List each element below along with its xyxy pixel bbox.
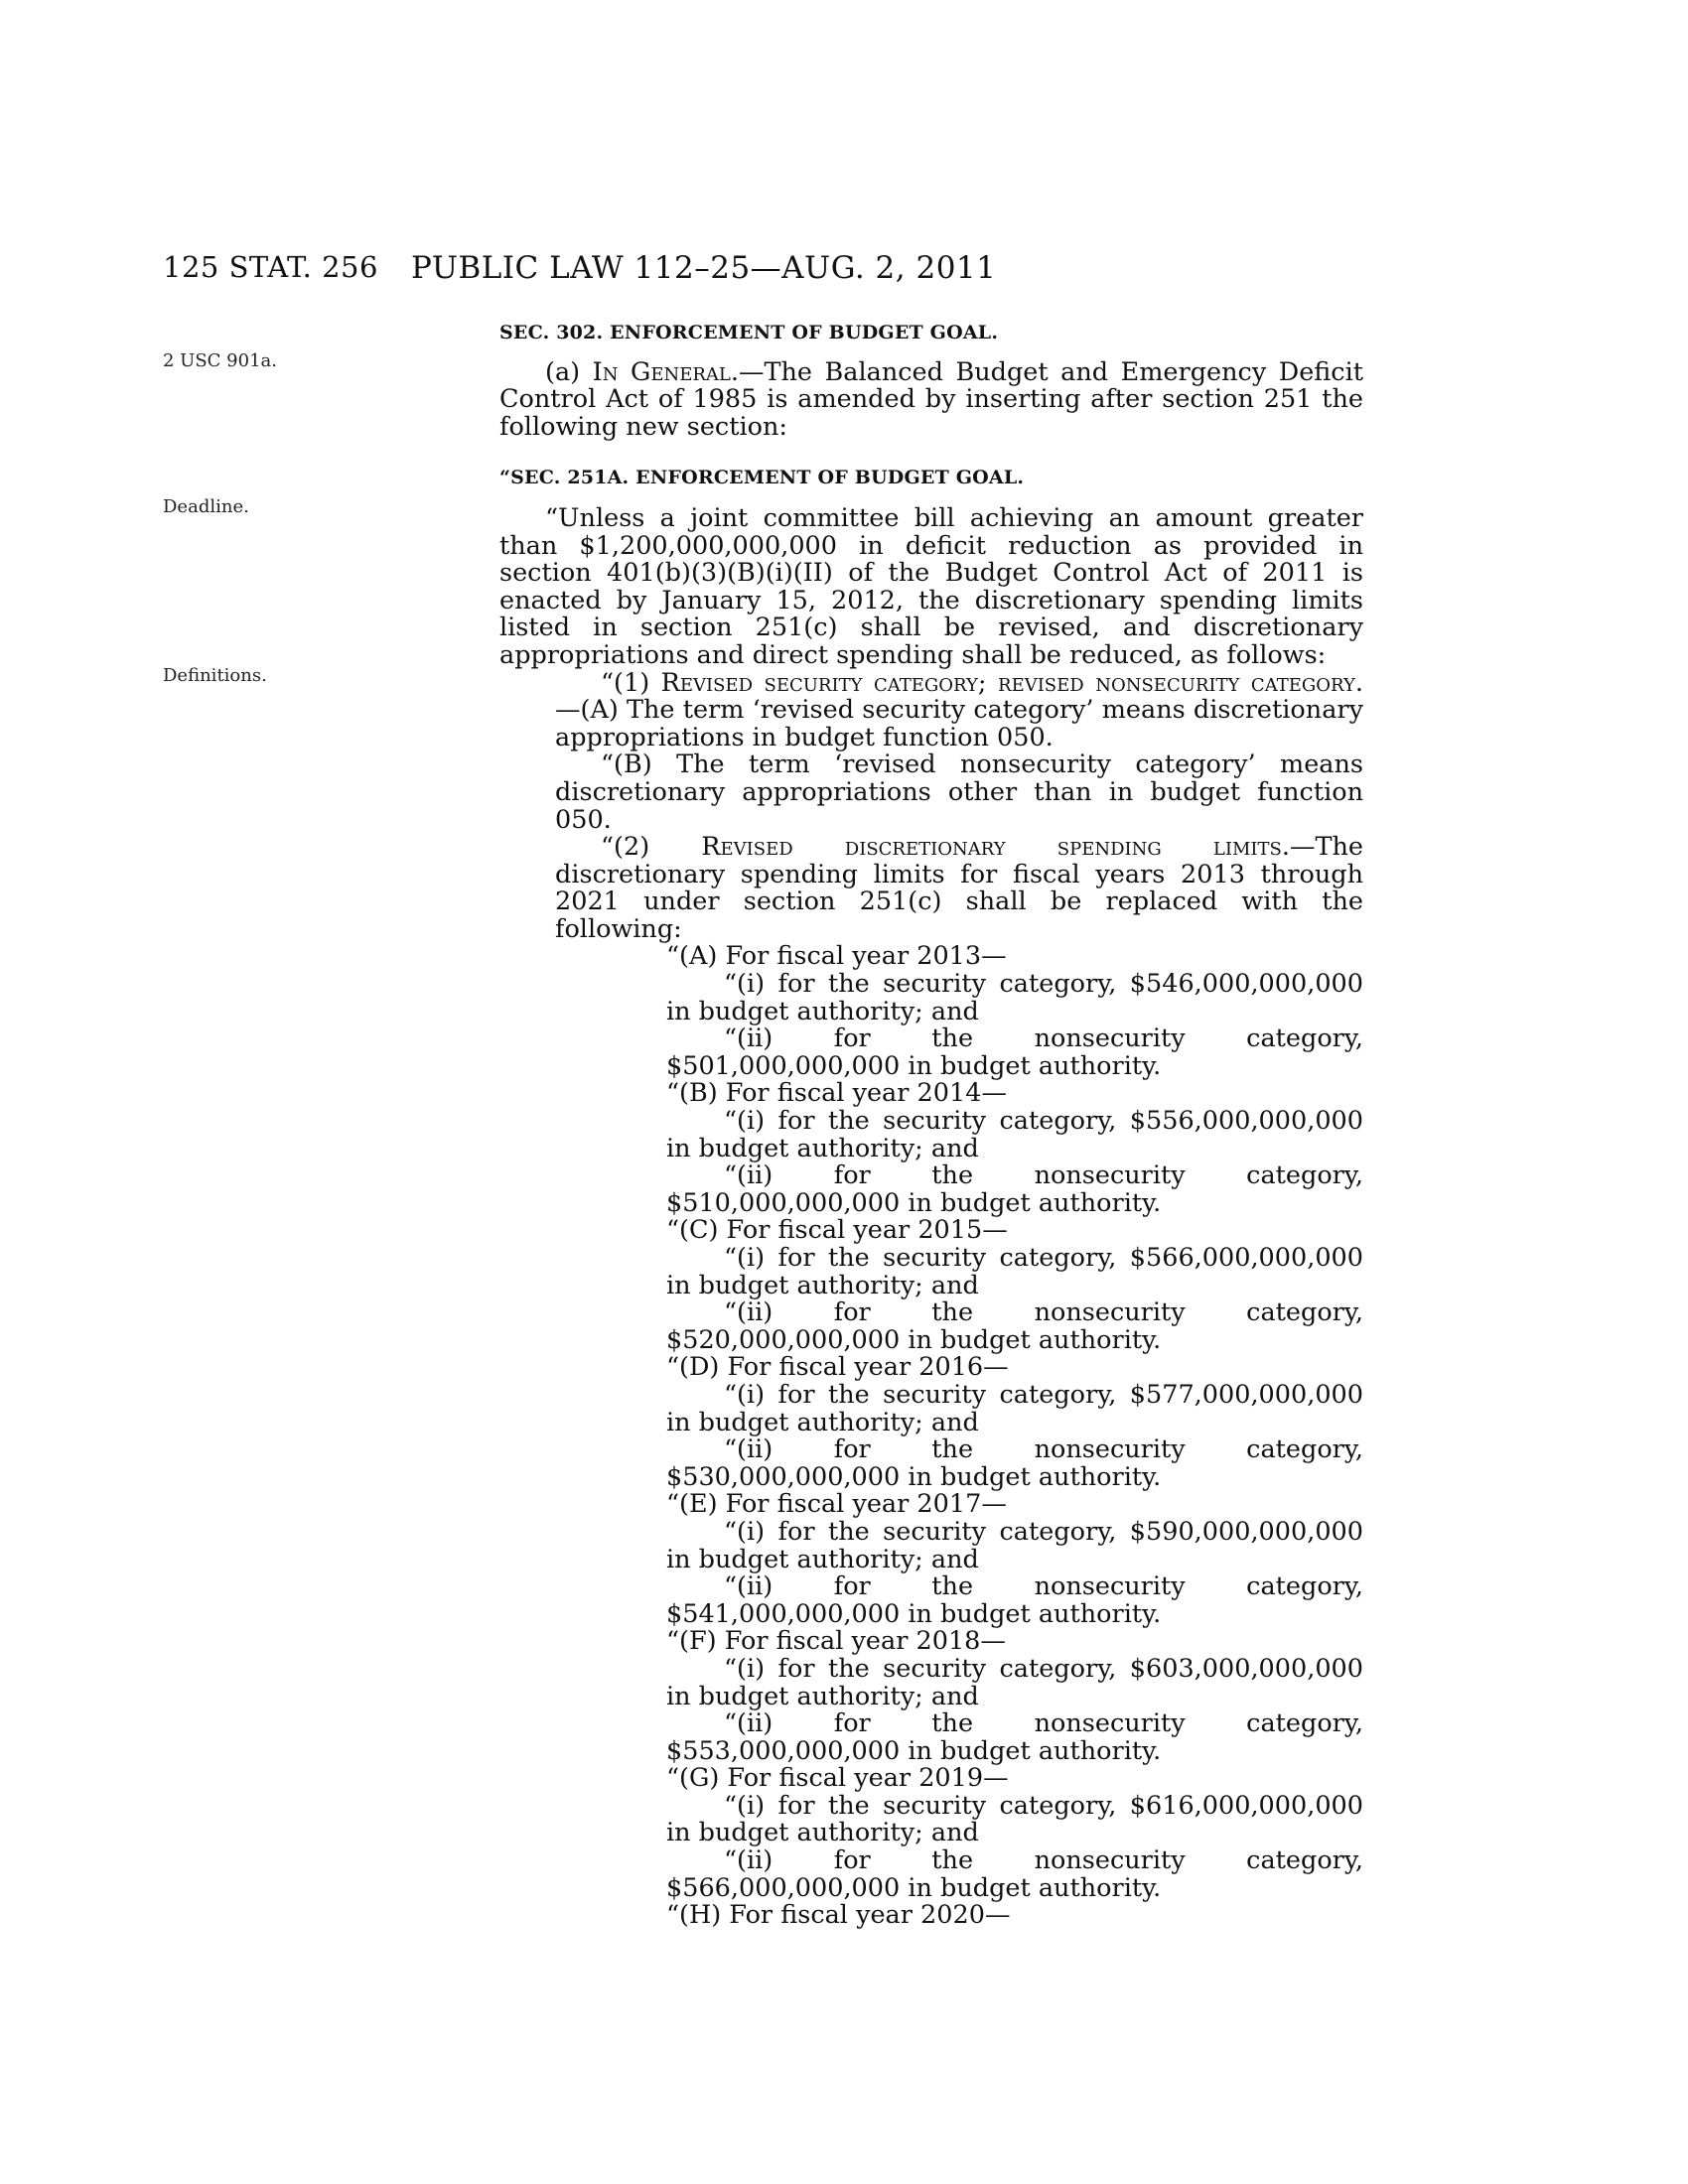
fiscal-year-heading: “(E) For fiscal year 2017—: [666, 1489, 1007, 1520]
subsection-a-text: .—The Balanced Budget and Emergency Deficit Control Act of 1985 is amended by inserting after section 251 the following new section:: [499, 356, 1363, 442]
paragraph-2: [499, 834, 1363, 943]
margin-note-usc: 2 USC 901a.: [163, 350, 277, 371]
paragraph-1-b: “(B) The term ‘revised nonsecurity category’ means discretionary appropriations other than in budget function 050.: [555, 750, 1363, 835]
nonsecurity-category-clause: “(ii) for the nonsecurity category, $501,000,000,000 in budget authority.: [666, 1024, 1363, 1081]
paragraph-2-label: “(2): [601, 832, 702, 863]
paragraph-1-label: “(1): [601, 667, 661, 698]
section-302-subsection-a: [499, 356, 1363, 442]
paragraph-2-text: .—The discretionary spending limits for fiscal years 2013 through 2021 under section 251(c) shall be replaced with the following:: [555, 832, 1363, 944]
subsection-a-caption: In General: [592, 356, 731, 387]
fiscal-year-heading: “(B) For fiscal year 2014—: [666, 1078, 1007, 1109]
section-302-heading: SEC. 302. ENFORCEMENT OF BUDGET GOAL.: [499, 322, 999, 343]
page-header: [163, 250, 1205, 290]
subsection-a-label: (a): [545, 356, 593, 387]
section-251a-heading: “SEC. 251A. ENFORCEMENT OF BUDGET GOAL.: [499, 467, 1025, 489]
fiscal-year-2020-heading: “(H) For fiscal year 2020—: [666, 1900, 1011, 1931]
document-body: [499, 320, 1363, 1930]
paragraph-1-caption: Revised security category; revised nonsecurity category: [660, 667, 1355, 698]
statute-page-number: 125 STAT. 256: [163, 250, 378, 284]
fiscal-year-heading: “(C) For fiscal year 2015—: [666, 1215, 1008, 1246]
security-category-clause: “(i) for the security category, $556,000,000,000 in budget authority; and: [666, 1106, 1363, 1163]
nonsecurity-category-clause: “(ii) for the nonsecurity category, $530,000,000,000 in budget authority.: [666, 1434, 1363, 1492]
security-category-clause: “(i) for the security category, $566,000,000,000 in budget authority; and: [666, 1243, 1363, 1300]
paragraph-1-text: .—(A) The term ‘revised security category’ means discretionary appropriations in budget function 050.: [555, 667, 1363, 752]
margin-note-deadline: Deadline.: [163, 496, 249, 517]
paragraph-2-caption: Revised discretionary spending limits: [701, 832, 1282, 863]
nonsecurity-category-clause: “(ii) for the nonsecurity category, $510,000,000,000 in budget authority.: [666, 1160, 1363, 1218]
fiscal-year-list: [499, 943, 1363, 1902]
security-category-clause: “(i) for the security category, $603,000,000,000 in budget authority; and: [666, 1653, 1363, 1711]
security-category-clause: “(i) for the security category, $546,000,000,000 in budget authority; and: [666, 969, 1363, 1026]
security-category-clause: “(i) for the security category, $616,000,000,000 in budget authority; and: [666, 1790, 1363, 1848]
fiscal-year-heading: “(D) For fiscal year 2016—: [666, 1352, 1009, 1383]
security-category-clause: “(i) for the security category, $577,000,000,000 in budget authority; and: [666, 1379, 1363, 1437]
security-category-clause: “(i) for the security category, $590,000,000,000 in budget authority; and: [666, 1516, 1363, 1574]
fiscal-year-heading: “(A) For fiscal year 2013—: [666, 941, 1007, 972]
public-law-title: PUBLIC LAW 112–25—AUG. 2, 2011: [411, 250, 997, 286]
fiscal-year-heading: “(G) For fiscal year 2019—: [666, 1763, 1009, 1794]
nonsecurity-category-clause: “(ii) for the nonsecurity category, $566,000,000,000 in budget authority.: [666, 1845, 1363, 1903]
paragraph-1: [499, 667, 1363, 752]
fiscal-year-heading: “(F) For fiscal year 2018—: [666, 1626, 1006, 1657]
nonsecurity-category-clause: “(ii) for the nonsecurity category, $553,000,000,000 in budget authority.: [666, 1708, 1363, 1766]
nonsecurity-category-clause: “(ii) for the nonsecurity category, $520,000,000,000 in budget authority.: [666, 1297, 1363, 1355]
nonsecurity-category-clause: “(ii) for the nonsecurity category, $541,000,000,000 in budget authority.: [666, 1571, 1363, 1629]
section-251a-intro: “Unless a joint committee bill achieving an amount greater than $1,200,000,000,000 in deficit reduction as provided in section 401(b)(3)(B)(i)(II) of the Budget Control Act of 2011 is enacted by January 15, 2012, the discretionary spending limits listed in section 251(c) shall be revised, and discretionary appropriations and direct spending shall be reduced, as follows:: [499, 502, 1363, 670]
margin-note-definitions: Definitions.: [163, 665, 267, 686]
